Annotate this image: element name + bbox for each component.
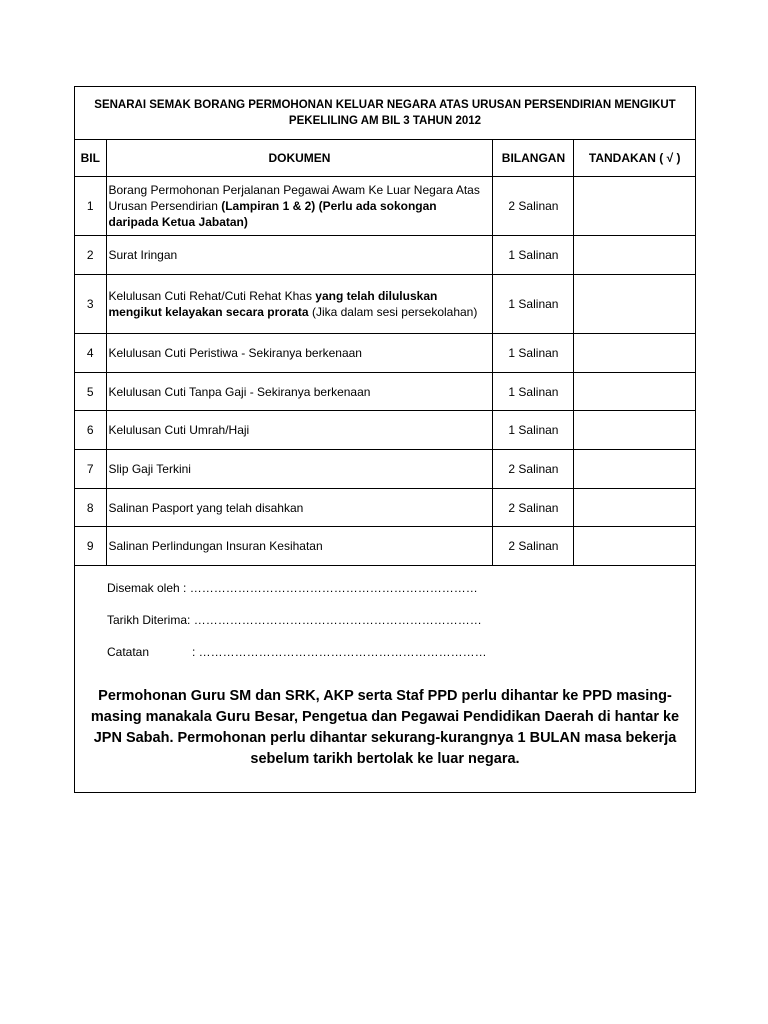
row-number: 4: [75, 334, 106, 373]
form-title: [75, 87, 695, 140]
row-quantity: 2 Salinan: [493, 177, 574, 236]
submission-note: Permohonan Guru SM dan SRK, AKP serta Staf PPD perlu dihantar ke PPD masing-masing manakala Guru Besar, Pengetua dan Pegawai Pendidikan Daerah di hantar ke JPN Sabah. Permohonan perlu dihantar sekurang-kurangnya 1 BULAN masa bekerja sebelum tarikh bertolak ke luar negara.: [90, 688, 680, 767]
header-dokumen: DOKUMEN: [106, 140, 493, 177]
table-row: [75, 236, 695, 275]
row-quantity: 1 Salinan: [493, 334, 574, 373]
row-number: 3: [75, 275, 106, 334]
row-document: Kelulusan Cuti Tanpa Gaji - Sekiranya berkenaan: [106, 373, 493, 411]
table-row: [75, 411, 695, 450]
document-text-suffix: (Jika dalam sesi persekolahan): [308, 305, 478, 319]
row-number: 9: [75, 527, 106, 566]
disemak-line: [107, 580, 478, 596]
row-checkbox-cell[interactable]: [574, 236, 695, 275]
table-row: [75, 334, 695, 373]
catatan-field[interactable]: : ………………………………………………………………: [192, 645, 487, 659]
document-text: Kelulusan Cuti Rehat/Cuti Rehat Khas: [108, 289, 316, 303]
table-row: [75, 275, 695, 334]
row-quantity: 1 Salinan: [493, 275, 574, 334]
row-number: 7: [75, 450, 106, 489]
tarikh-label: Tarikh Diterima:: [107, 613, 191, 627]
row-checkbox-cell[interactable]: [574, 527, 695, 566]
disemak-label: Disemak oleh: [107, 581, 180, 595]
row-quantity: 2 Salinan: [493, 489, 574, 527]
row-checkbox-cell[interactable]: [574, 489, 695, 527]
row-number: 5: [75, 373, 106, 411]
table-row: [75, 527, 695, 566]
header-bil: BIL: [75, 140, 106, 177]
disemak-field[interactable]: : ………………………………………………………………: [179, 581, 478, 595]
row-number: 2: [75, 236, 106, 275]
row-quantity: 2 Salinan: [493, 527, 574, 566]
catatan-line: [107, 644, 487, 660]
form-title-line2: PEKELILING AM BIL 3 TAHUN 2012: [288, 115, 482, 127]
row-checkbox-cell[interactable]: [574, 334, 695, 373]
row-checkbox-cell[interactable]: [574, 177, 695, 236]
row-document: [106, 275, 493, 334]
table-row: [75, 489, 695, 527]
table-row: [75, 373, 695, 411]
table-row: [75, 177, 695, 236]
row-checkbox-cell[interactable]: [574, 450, 695, 489]
row-number: 1: [75, 177, 106, 236]
checklist-table: [75, 87, 695, 566]
header-tandakan: TANDAKAN ( √ ): [574, 140, 695, 177]
row-checkbox-cell[interactable]: [574, 411, 695, 450]
row-document: Surat Iringan: [106, 236, 493, 275]
row-quantity: 1 Salinan: [493, 411, 574, 450]
row-document: Slip Gaji Terkini: [106, 450, 493, 489]
row-quantity: 1 Salinan: [493, 236, 574, 275]
checklist-form: [74, 86, 696, 793]
row-quantity: 1 Salinan: [493, 373, 574, 411]
row-document: [106, 177, 493, 236]
row-document: Kelulusan Cuti Umrah/Haji: [106, 411, 493, 450]
tarikh-line: [107, 612, 482, 628]
row-document: Salinan Perlindungan Insuran Kesihatan: [106, 527, 493, 566]
row-number: 8: [75, 489, 106, 527]
row-document: Kelulusan Cuti Peristiwa - Sekiranya berkenaan: [106, 334, 493, 373]
tarikh-field[interactable]: ………………………………………………………………: [190, 613, 482, 627]
document-text: Borang Permohonan Perjalanan Pegawai Awam Ke Luar Negara Atas Urusan Persendirian: [108, 183, 480, 213]
document-bold-text: yang telah diluluskan mengikut kelayakan secara prorata: [108, 289, 438, 319]
row-number: 6: [75, 411, 106, 450]
row-checkbox-cell[interactable]: [574, 373, 695, 411]
catatan-label: Catatan: [107, 645, 150, 659]
row-quantity: 2 Salinan: [493, 450, 574, 489]
form-title-line1: SENARAI SEMAK BORANG PERMOHONAN KELUAR NEGARA ATAS URUSAN PERSENDIRIAN MENGIKUT: [94, 99, 676, 111]
document-bold-text: (Lampiran 1 & 2) (Perlu ada sokongan daripada Ketua Jabatan): [108, 199, 437, 229]
row-document: Salinan Pasport yang telah disahkan: [106, 489, 493, 527]
header-bilangan: BILANGAN: [493, 140, 574, 177]
form-footer: [75, 566, 695, 794]
table-row: [75, 450, 695, 489]
row-checkbox-cell[interactable]: [574, 275, 695, 334]
